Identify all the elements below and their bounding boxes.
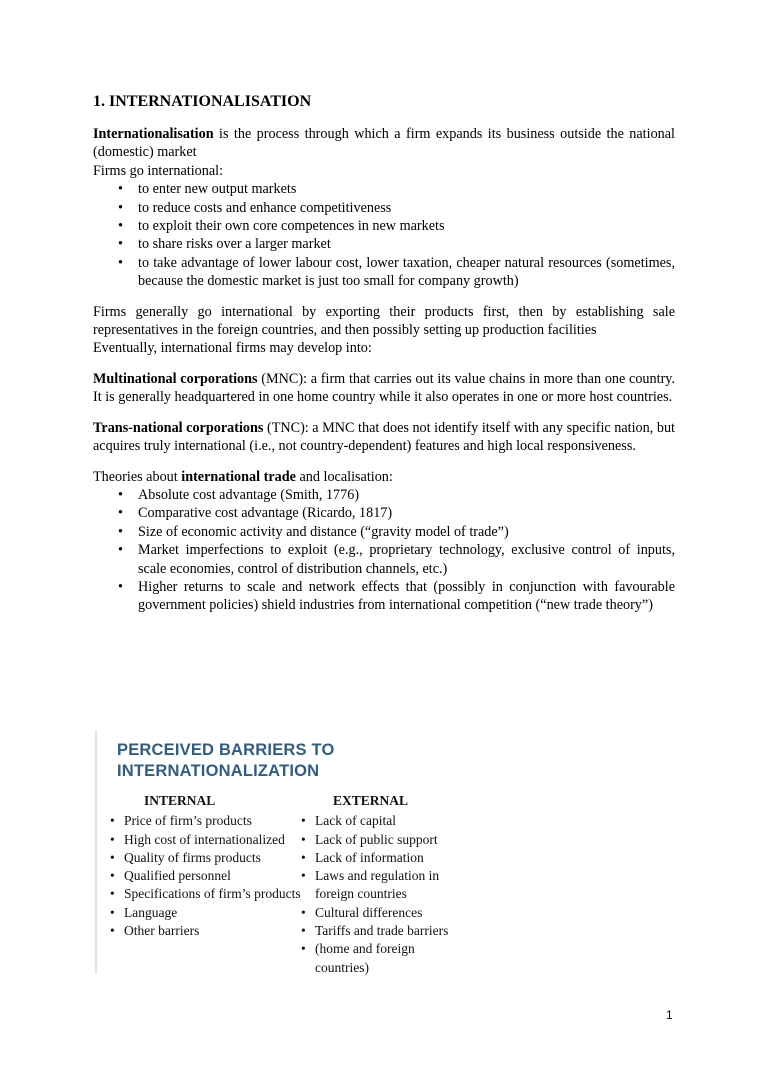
- external-heading: EXTERNAL: [333, 793, 409, 808]
- internal-column: [107, 792, 307, 940]
- list-item: • Cultural differences: [298, 904, 458, 922]
- mnc-term: Multinational corporations: [93, 370, 258, 387]
- theories-intro: [93, 468, 675, 486]
- intro-definition: is the process through which a firm expands its business outside the national (domestic) market: [93, 126, 675, 161]
- list-item: • Higher returns to scale and network effects that (possibly in conjunction with favourable government policies) shield industries from international competition (“new trade theory”): [93, 578, 675, 615]
- theories-suffix: and localisation:: [295, 468, 393, 485]
- spacer: [93, 358, 675, 370]
- internal-heading: INTERNAL: [144, 793, 216, 808]
- figure-title: [117, 740, 335, 782]
- list-item: • Comparative cost advantage (Ricardo, 1817): [93, 504, 675, 522]
- spacer: [93, 456, 675, 468]
- external-column: [298, 792, 458, 977]
- theories-list: [93, 486, 675, 615]
- list-item: • Quality of firms products: [107, 849, 307, 867]
- list-item: • Language: [107, 904, 307, 922]
- list-item: • Tariffs and trade barriers: [298, 922, 458, 940]
- list-item: • Price of firm’s products: [107, 812, 307, 830]
- process-paragraph: Firms generally go international by exporting their products first, then by establishing sale representatives in the foreign countries, and then possibly setting up production facilities: [93, 303, 675, 339]
- mnc-paragraph: [93, 370, 675, 407]
- intro-term: Internationalisation: [93, 126, 214, 142]
- list-item: • to enter new output markets: [93, 180, 675, 198]
- list-item: • Lack of public support: [298, 831, 458, 849]
- document-body: [93, 92, 675, 615]
- list-item: • to take advantage of lower labour cost, lower taxation, cheaper natural resources (sometimes, because the domestic market is just too small for company growth): [93, 254, 675, 291]
- external-list: [298, 812, 458, 977]
- barriers-figure: [95, 730, 457, 974]
- reasons-list: [93, 180, 675, 290]
- list-item: • (home and foreign countries): [298, 940, 458, 977]
- list-item: • to exploit their own core competences in new markets: [93, 217, 675, 235]
- tnc-text: (TNC): a MNC that does not identify itself with any specific nation, but acquires truly international (i.e., not country-dependent) features and high local responsiveness.: [93, 419, 675, 455]
- list-item: • Market imperfections to exploit (e.g., proprietary technology, exclusive control of inputs, scale economies, control of distribution channels, etc.): [93, 541, 675, 578]
- intro-paragraph: [93, 125, 675, 162]
- develop-line: Eventually, international firms may develop into:: [93, 340, 372, 357]
- figure-title-line: PERCEIVED BARRIERS TO: [117, 741, 335, 759]
- tnc-paragraph: [93, 419, 675, 456]
- list-item: • High cost of internationalized: [107, 831, 307, 849]
- list-item: • Absolute cost advantage (Smith, 1776): [93, 486, 675, 504]
- tnc-term: Trans-national corporations: [93, 419, 264, 436]
- list-item: • Laws and regulation in foreign countries: [298, 867, 458, 904]
- page-number: 1: [666, 1008, 673, 1022]
- reasons-intro: Firms go international:: [93, 162, 224, 179]
- list-item: • Size of economic activity and distance (“gravity model of trade”): [93, 523, 675, 541]
- figure-title-line: INTERNATIONALIZATION: [117, 762, 320, 780]
- theories-prefix: Theories about: [93, 468, 182, 485]
- spacer: [93, 407, 675, 419]
- internal-list: [107, 812, 307, 940]
- section-heading: 1. INTERNATIONALISATION: [93, 93, 312, 110]
- list-item: • Specifications of firm’s products: [107, 885, 307, 903]
- list-item: • to share risks over a larger market: [93, 235, 675, 253]
- list-item: • Lack of capital: [298, 812, 458, 830]
- list-item: • Other barriers: [107, 922, 307, 940]
- list-item: • to reduce costs and enhance competitiveness: [93, 199, 675, 217]
- list-item: • Qualified personnel: [107, 867, 307, 885]
- list-item: • Lack of information: [298, 849, 458, 867]
- spacer: [93, 291, 675, 303]
- theories-bold: international trade: [181, 468, 296, 485]
- mnc-text: (MNC): a firm that carries out its value chains in more than one country. It is generally headquartered in one home country while it also operates in one or more host countries.: [93, 370, 676, 406]
